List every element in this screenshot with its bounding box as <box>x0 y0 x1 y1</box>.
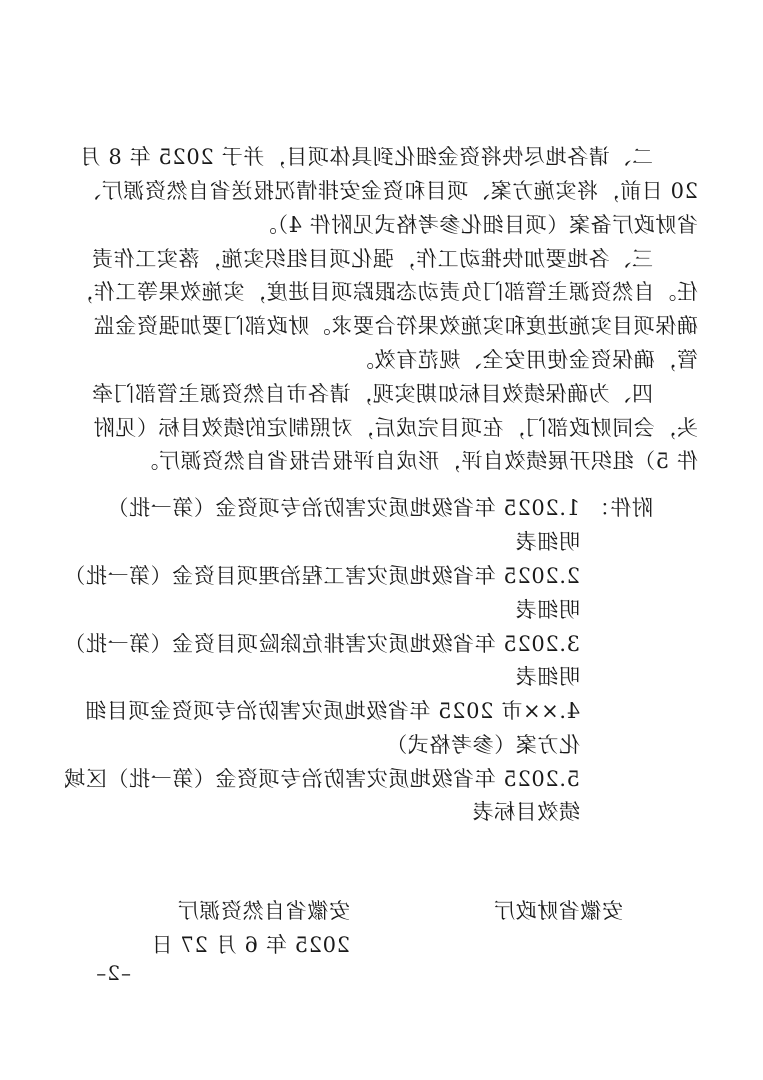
attachment-5-line-1: 5.2025 年省级地质灾害防治专项资金（第一批）区域 <box>63 767 580 791</box>
issuer-finance-department: 安徽省财政厅 <box>493 899 623 923</box>
attachments-label: 附件： <box>588 496 653 520</box>
paragraph-4-line-1: 四、为确保绩效目标如期实现，请各市自然资源主管部门牵 <box>91 382 653 406</box>
attachment-2-line-1: 2.2025 年省级地质灾害工程治理项目资金（第一批） <box>63 564 580 588</box>
issue-date: 2025 年 6 月 27 日 <box>151 933 350 957</box>
attachment-1-line-1: 1.2025 年省级地质灾害防治专项资金（第一批） <box>106 496 580 520</box>
paragraph-3-line-1: 三、各地要加快推动工作，强化项目组织实施，落实工作责 <box>91 247 653 271</box>
issuer-natural-resources-department: 安徽省自然资源厅 <box>177 899 350 923</box>
attachment-3-line-1: 3.2025 年省级地质灾害排危除险项目资金（第一批） <box>63 632 580 656</box>
attachment-3-line-2: 明细表 <box>515 665 580 689</box>
paragraph-2-line-2: 20 日前，将实施方案、项目和资金安排情况报送省自然资源厅、 <box>79 179 698 203</box>
paragraph-3-line-2: 任。自然资源主管部门负责动态跟踪项目进度，实施效果等工作， <box>71 280 698 304</box>
attachment-1-line-2: 明细表 <box>515 530 580 554</box>
attachment-4-line-2: 化方案（参考格式） <box>385 733 580 757</box>
attachment-4-line-1: 4.××市 2025 年省级地质灾害防治专项资金项目细 <box>84 699 580 723</box>
page-number: –2– <box>95 961 131 985</box>
paragraph-4-line-2: 头，会同财政部门，在项目完成后，对照制定的绩效目标（见附 <box>93 416 698 440</box>
attachment-5-line-2: 绩效目标表 <box>472 800 580 824</box>
paragraph-3-line-3: 确保项目实施进度和实施效果符合要求。财政部门要加强资金监 <box>93 314 698 338</box>
paragraph-2-line-1: 二、请各地尽快将资金细化到具体项目，并于 2025 年 8 月 <box>78 145 653 169</box>
attachment-2-line-2: 明细表 <box>515 598 580 622</box>
paragraph-2-line-3: 省财政厅备案（项目细化参考格式见附件 4）。 <box>255 213 698 237</box>
paragraph-3-line-4: 管，确保资金使用安全、规范有效。 <box>352 348 698 372</box>
paragraph-4-line-3: 件 5）组织开展绩效自评，形成自评报告报省自然资源厅。 <box>136 449 698 473</box>
